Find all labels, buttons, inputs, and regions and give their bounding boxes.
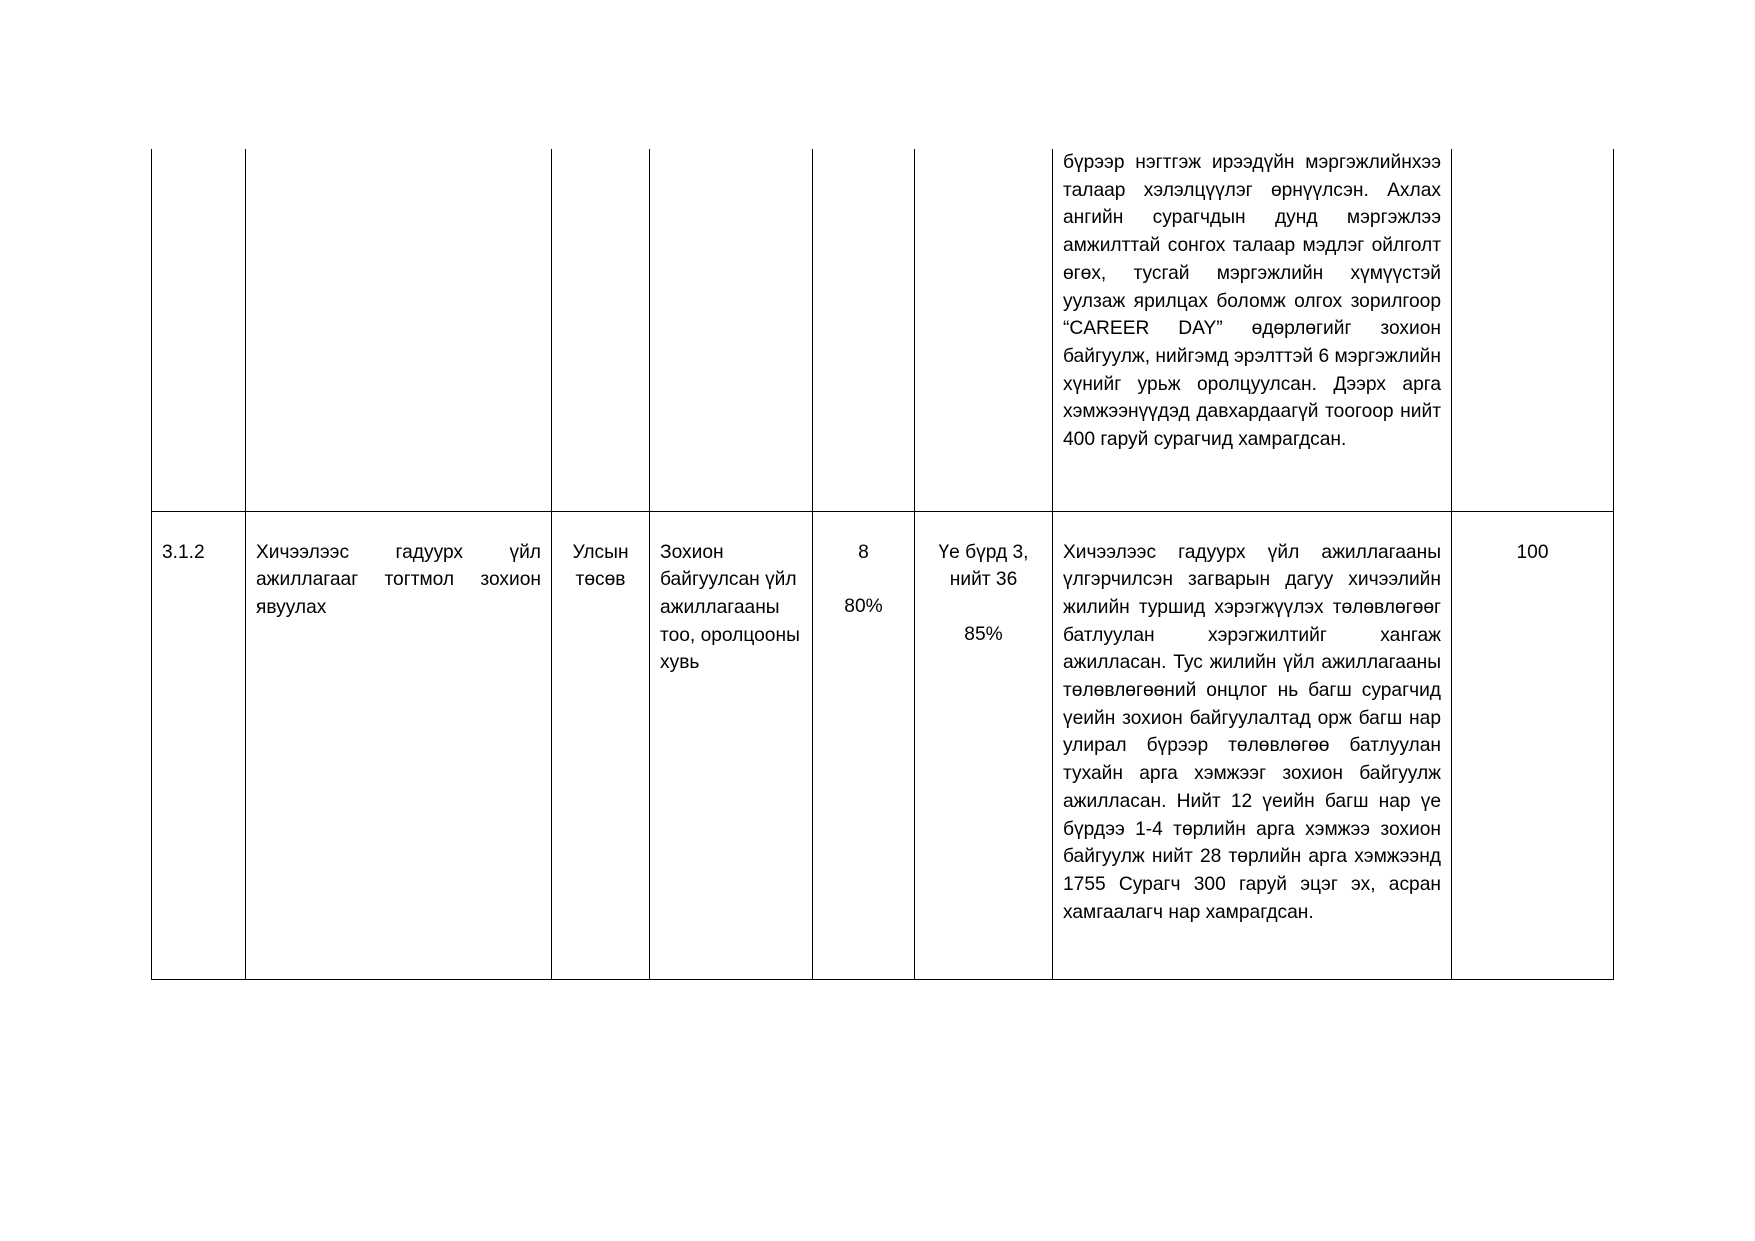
cell-target — [915, 511, 1053, 979]
cell-number — [152, 511, 246, 979]
target-percent: 85% — [964, 623, 1003, 645]
table-row-3-1-2 — [152, 511, 1614, 979]
cell-score — [1452, 511, 1614, 979]
cell-baseline-empty — [813, 149, 915, 511]
cell-activity — [246, 511, 552, 979]
cell-target-empty — [915, 149, 1053, 511]
score-text: 100 — [1516, 541, 1549, 563]
table-row-continued — [152, 149, 1614, 511]
cell-description — [1053, 511, 1452, 979]
cell-indicator-empty — [650, 149, 813, 511]
cell-funding-empty — [552, 149, 650, 511]
funding-text: Улсын төсөв — [572, 541, 629, 591]
cell-baseline — [813, 511, 915, 979]
activity-text: Хичээлээс гадуурх үйл ажиллагааг тогтмол зохион явуулах — [256, 541, 541, 618]
cell-indicator — [650, 511, 813, 979]
cell-number-empty — [152, 149, 246, 511]
description-continued-text: бүрээр нэгтгэж ирээдүйн мэргэжлийнхээ талаар хэлэлцүүлэг өрнүүлсэн. Ахлах ангийн сурагчдын дунд мэргэжлээ амжилттай сонгох талаар мэдлэг ойлголт өгөх, тусгай мэргэжлийн хүмүүстэй уулзаж ярилцах боломж олгох зорилгоор “CAREER DAY” өдөрлөгийг зохион байгуулж, нийгэмд эрэлттэй 6 мэргэжлийн хүнийг урьж оролцуулсан. Дээрх арга хэмжээнүүдэд давхардаагүй тоогоор нийт 400 гаруй сурагчид хамрагдсан. — [1063, 152, 1441, 451]
baseline-count: 8 — [858, 541, 869, 563]
report-table — [151, 149, 1614, 980]
target-text: Үе бүрд 3, нийт 36 — [938, 541, 1029, 591]
description-text: Хичээлээс гадуурх үйл ажиллагааны үлгэрчилсэн загварын дагуу хичээлийн жилийн туршид хэрэгжүүлэх төлөвлөгөөг батлуулан хэрэгжилтийг хангаж ажилласан. Тус жилийн үйл ажиллагааны төлөвлөгөөний онцлог нь багш сурагчид үеийн зохион байгуулалтад орж багш нар улирал бүрээр төлөвлөгөө батлуулан тухайн арга хэмжээг зохион байгуулж ажилласан. Нийт 12 үеийн багш нар үе бүрдээ 1-4 төрлийн арга хэмжээ зохион байгуулж нийт 28 төрлийн арга хэмжээнд 1755 Сурагч 300 гаруй эцэг эх, асран хамгаалагч нар хамрагдсан. — [1063, 541, 1441, 923]
cell-funding — [552, 511, 650, 979]
row-number: 3.1.2 — [162, 541, 205, 563]
cell-score-empty — [1452, 149, 1614, 511]
cell-activity-empty — [246, 149, 552, 511]
indicator-text: Зохион байгуулсан үйл ажиллагааны тоо, оролцооны хувь — [660, 541, 800, 674]
cell-description-continued — [1053, 149, 1452, 511]
baseline-percent: 80% — [844, 596, 883, 618]
